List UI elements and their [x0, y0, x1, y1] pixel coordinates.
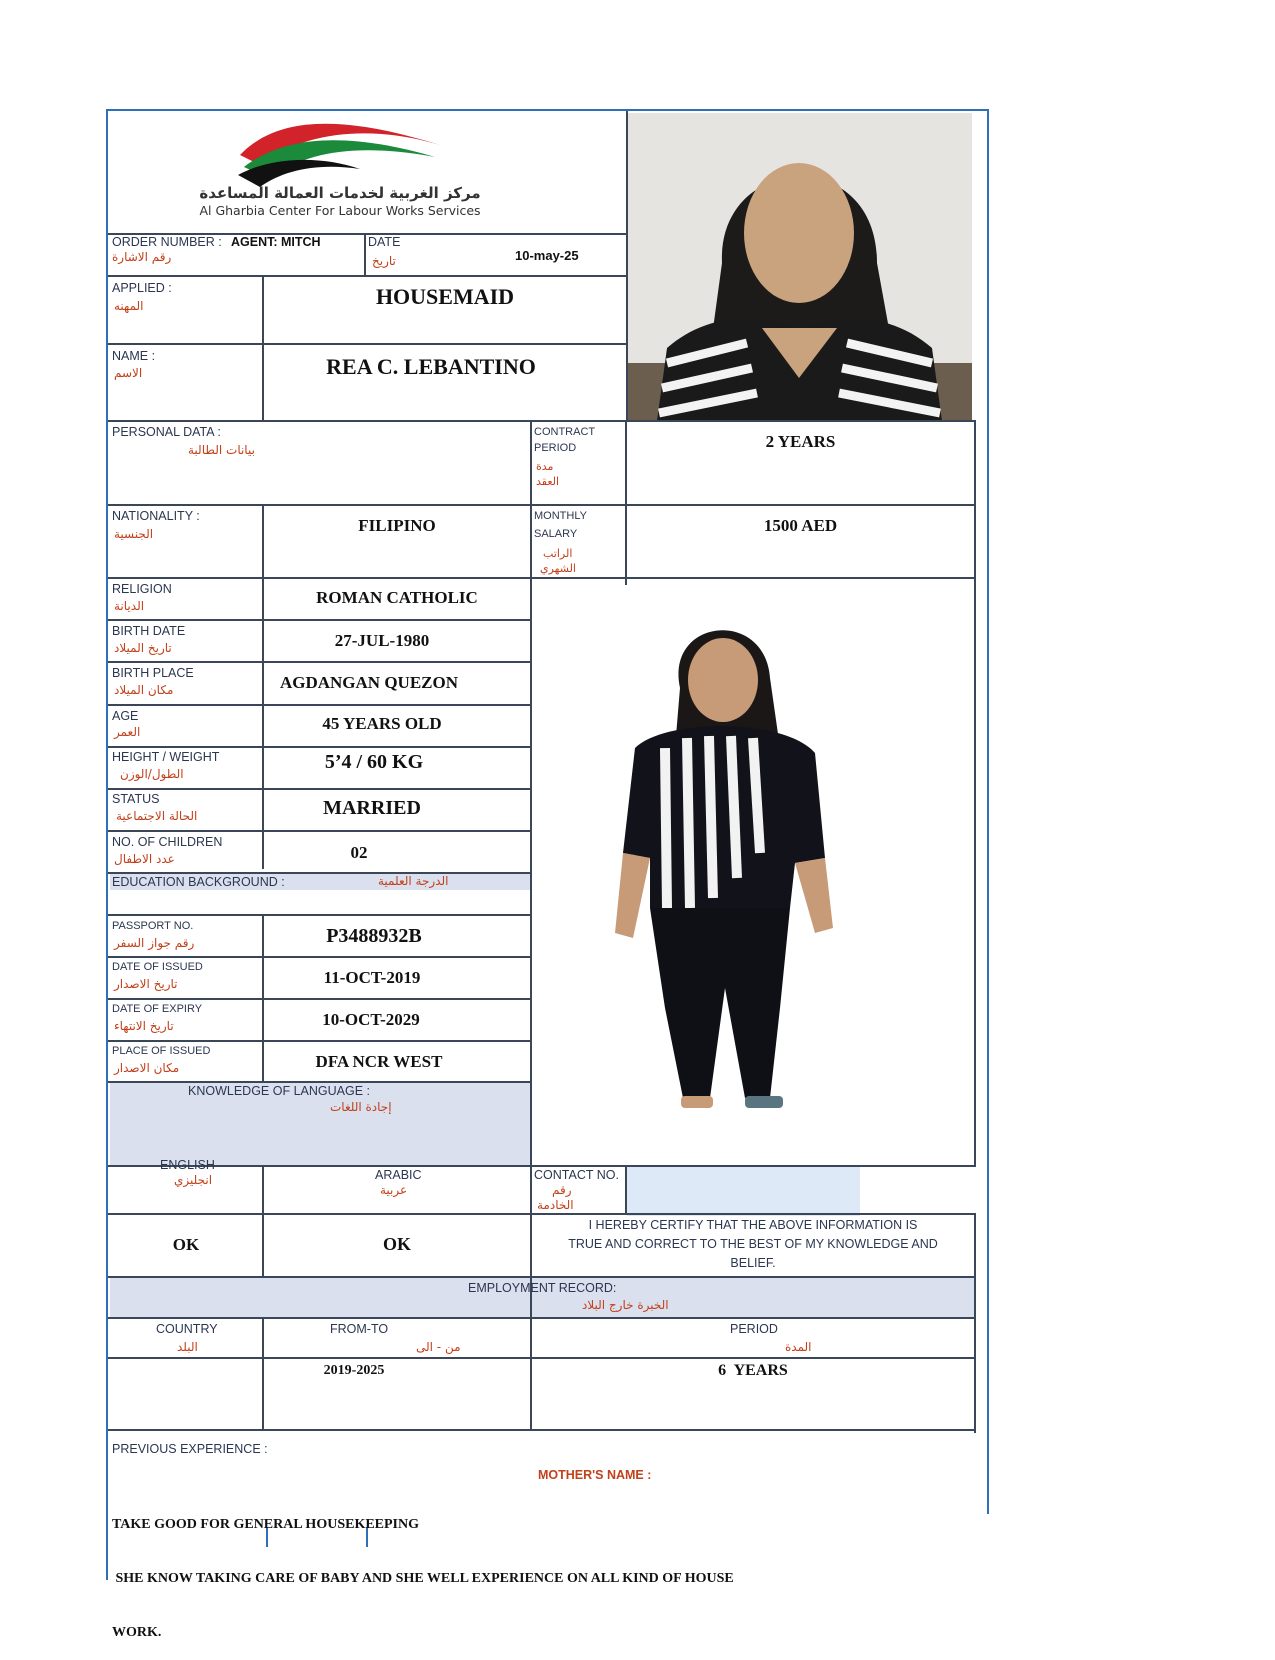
date-label: DATE [368, 235, 401, 249]
grid-line [974, 577, 976, 1167]
contact-label-ar-1: رقم [552, 1183, 572, 1197]
contract-label-2: PERIOD [534, 442, 577, 454]
issue-place-label: PLACE OF ISSUED [112, 1045, 211, 1057]
fromto-value: 2019-2025 [323, 1363, 385, 1378]
employment-label-ar: الخبرة خارج البلاد [582, 1298, 669, 1312]
country-label-ar: البلد [177, 1340, 198, 1354]
nationality-value: FILIPINO [358, 516, 436, 535]
grid-line [108, 1040, 532, 1042]
religion-label-ar: الديانة [114, 599, 145, 613]
height-weight-label-ar: الطول/الوزن [120, 767, 184, 781]
age-label: AGE [112, 709, 139, 723]
height-weight-value: 5’4 / 60 KG [324, 751, 424, 773]
applicant-full-body-photo [595, 608, 850, 1128]
age-value: 45 YEARS OLD [322, 714, 442, 733]
birth-place-label: BIRTH PLACE [112, 666, 194, 680]
birth-date-label: BIRTH DATE [112, 624, 186, 638]
experience-line-3: WORK. [112, 1625, 162, 1640]
birth-place-label-ar: مكان الميلاد [114, 683, 174, 697]
country-label: COUNTRY [156, 1322, 218, 1336]
issue-place-label-ar: مكان الاصدار [114, 1061, 180, 1075]
status-label: STATUS [112, 792, 160, 806]
grid-line [974, 1213, 976, 1433]
salary-label-ar-1: الراتب [543, 547, 573, 560]
personal-data-label-ar: بيانات الطالبة [188, 443, 255, 457]
expiry-date-label: DATE OF EXPIRY [112, 1003, 203, 1015]
date-label-ar: تاريخ [372, 254, 396, 268]
passport-no-label-ar: رقم جواز السفر [114, 936, 195, 950]
date-value: 10-may-25 [515, 248, 579, 263]
company-logo [230, 117, 450, 189]
order-number-value: AGENT: MITCH [231, 235, 321, 249]
language-label: KNOWLEDGE OF LANGUAGE : [188, 1084, 370, 1098]
arabic-label-ar: عربية [380, 1183, 408, 1197]
logo-arabic-name: مركز الغربية لخدمات العمالة المساعدة [199, 184, 481, 202]
grid-line [625, 1165, 627, 1215]
order-number-label-ar: رقم الاشارة [112, 250, 172, 264]
height-weight-label: HEIGHT / WEIGHT [112, 750, 220, 764]
salary-label-ar-2: الشهري [540, 562, 576, 575]
children-label: NO. OF CHILDREN [112, 835, 223, 849]
employment-label: EMPLOYMENT RECORD: [468, 1281, 617, 1295]
contract-label-1: CONTRACT [534, 426, 596, 438]
religion-value: ROMAN CATHOLIC [316, 588, 478, 607]
logo-swoosh-icon [230, 117, 450, 189]
salary-value: 1500 AED [763, 516, 838, 535]
grid-line [108, 1081, 532, 1083]
applicant-portrait-photo [627, 113, 972, 421]
grid-line [108, 998, 532, 1000]
experience-line-2: SHE KNOW TAKING CARE OF BABY AND SHE WELL EXPERIENCE ON ALL KIND OF HOUSE [112, 1571, 734, 1586]
grid-line [262, 1165, 264, 1277]
religion-label: RELIGION [112, 582, 172, 596]
fromto-label-ar: من - الى [416, 1340, 461, 1354]
grid-line [108, 704, 532, 706]
certify-line-3: BELIEF. [730, 1256, 776, 1270]
english-label-ar: انجليزي [174, 1173, 213, 1187]
grid-line [108, 619, 532, 621]
mothers-name-label: MOTHER'S NAME : [538, 1468, 652, 1482]
nationality-label: NATIONALITY : [112, 509, 200, 523]
grid-line [108, 1213, 976, 1215]
arabic-value: OK [382, 1234, 411, 1254]
grid-line [364, 233, 366, 277]
grid-line [108, 661, 532, 663]
grid-line [108, 788, 532, 790]
contact-label: CONTACT NO. [534, 1168, 619, 1182]
grid-line [108, 1165, 976, 1167]
fromto-label: FROM-TO [330, 1322, 389, 1336]
grid-line [108, 275, 628, 277]
grid-line [108, 577, 976, 579]
full-body-person-icon [595, 608, 850, 1128]
order-number-label: ORDER NUMBER : [112, 235, 222, 249]
certify-line-1: I HEREBY CERTIFY THAT THE ABOVE INFORMATION IS [588, 1218, 918, 1232]
grid-line [108, 746, 532, 748]
english-value: OK [172, 1235, 200, 1254]
salary-label-1: MONTHLY [534, 510, 587, 522]
grid-line [108, 914, 532, 916]
contract-label-ar-1: مدة [536, 460, 554, 473]
grid-line [626, 111, 628, 422]
certify-line-2: TRUE AND CORRECT TO THE BEST OF MY KNOWLEDGE AND [568, 1237, 938, 1251]
children-label-ar: عدد الاطفال [114, 852, 175, 866]
grid-line [108, 830, 532, 832]
period-label: PERIOD [730, 1322, 778, 1336]
grid-line [108, 1317, 976, 1319]
contact-value-box [627, 1166, 860, 1216]
status-label-ar: الحالة الاجتماعية [116, 809, 198, 823]
grid-line [108, 1276, 976, 1278]
salary-label-2: SALARY [534, 528, 578, 540]
period-label-ar: المدة [785, 1340, 812, 1354]
expiry-date-value: 10-OCT-2029 [322, 1010, 420, 1029]
passport-no-value: P3488932B [326, 925, 422, 947]
arabic-label: ARABIC [375, 1168, 422, 1182]
name-label-ar: الاسم [114, 366, 143, 380]
previous-experience-label: PREVIOUS EXPERIENCE : [112, 1442, 268, 1456]
grid-line [108, 504, 976, 506]
issue-date-label-ar: تاريخ الاصدار [114, 977, 178, 991]
experience-line-1: TAKE GOOD FOR GENERAL HOUSEKEEPING [112, 1517, 420, 1532]
children-value: 02 [350, 843, 368, 862]
previous-experience-text [112, 1480, 734, 1660]
education-label-ar: الدرجة العلمية [378, 874, 449, 888]
nationality-label-ar: الجنسية [114, 527, 154, 541]
grid-line [108, 1429, 976, 1431]
english-label: ENGLISH [160, 1158, 215, 1172]
passport-no-label: PASSPORT NO. [112, 920, 194, 932]
name-label: NAME : [112, 349, 156, 363]
status-value: MARRIED [323, 797, 421, 819]
contract-label-ar-2: العقد [536, 475, 560, 488]
grid-line [108, 1357, 976, 1359]
expiry-date-label-ar: تاريخ الانتهاء [114, 1019, 174, 1033]
birth-date-label-ar: تاريخ الميلاد [114, 641, 172, 655]
applied-value: HOUSEMAID [375, 284, 515, 309]
language-label-ar: إجادة اللغات [330, 1100, 392, 1114]
issue-place-value: DFA NCR WEST [315, 1052, 443, 1071]
personal-data-label: PERSONAL DATA : [112, 425, 221, 439]
logo-english-name: Al Gharbia Center For Labour Works Services [199, 203, 481, 218]
grid-line [974, 420, 976, 585]
contract-period-value: 2 YEARS [765, 432, 836, 451]
applied-label-ar: المهنه [114, 299, 144, 313]
period-value: 6 YEARS [718, 1362, 788, 1379]
issue-date-value: 11-OCT-2019 [323, 968, 421, 987]
contact-label-ar-2: الخادمة [537, 1198, 574, 1212]
birth-place-value: AGDANGAN QUEZON [279, 673, 459, 692]
birth-date-value: 27-JUL-1980 [334, 631, 430, 650]
issue-date-label: DATE OF ISSUED [112, 961, 203, 973]
grid-line [108, 956, 532, 958]
portrait-person-icon [627, 113, 972, 421]
form-frame-right [987, 109, 989, 1514]
age-label-ar: العمر [114, 725, 141, 739]
applied-label: APPLIED : [112, 281, 172, 295]
grid-line [108, 420, 976, 422]
name-value: REA C. LEBANTINO [326, 354, 536, 379]
education-label: EDUCATION BACKGROUND : [112, 875, 285, 889]
certification-statement [532, 1216, 974, 1273]
grid-line [108, 872, 532, 874]
grid-line [108, 343, 628, 345]
